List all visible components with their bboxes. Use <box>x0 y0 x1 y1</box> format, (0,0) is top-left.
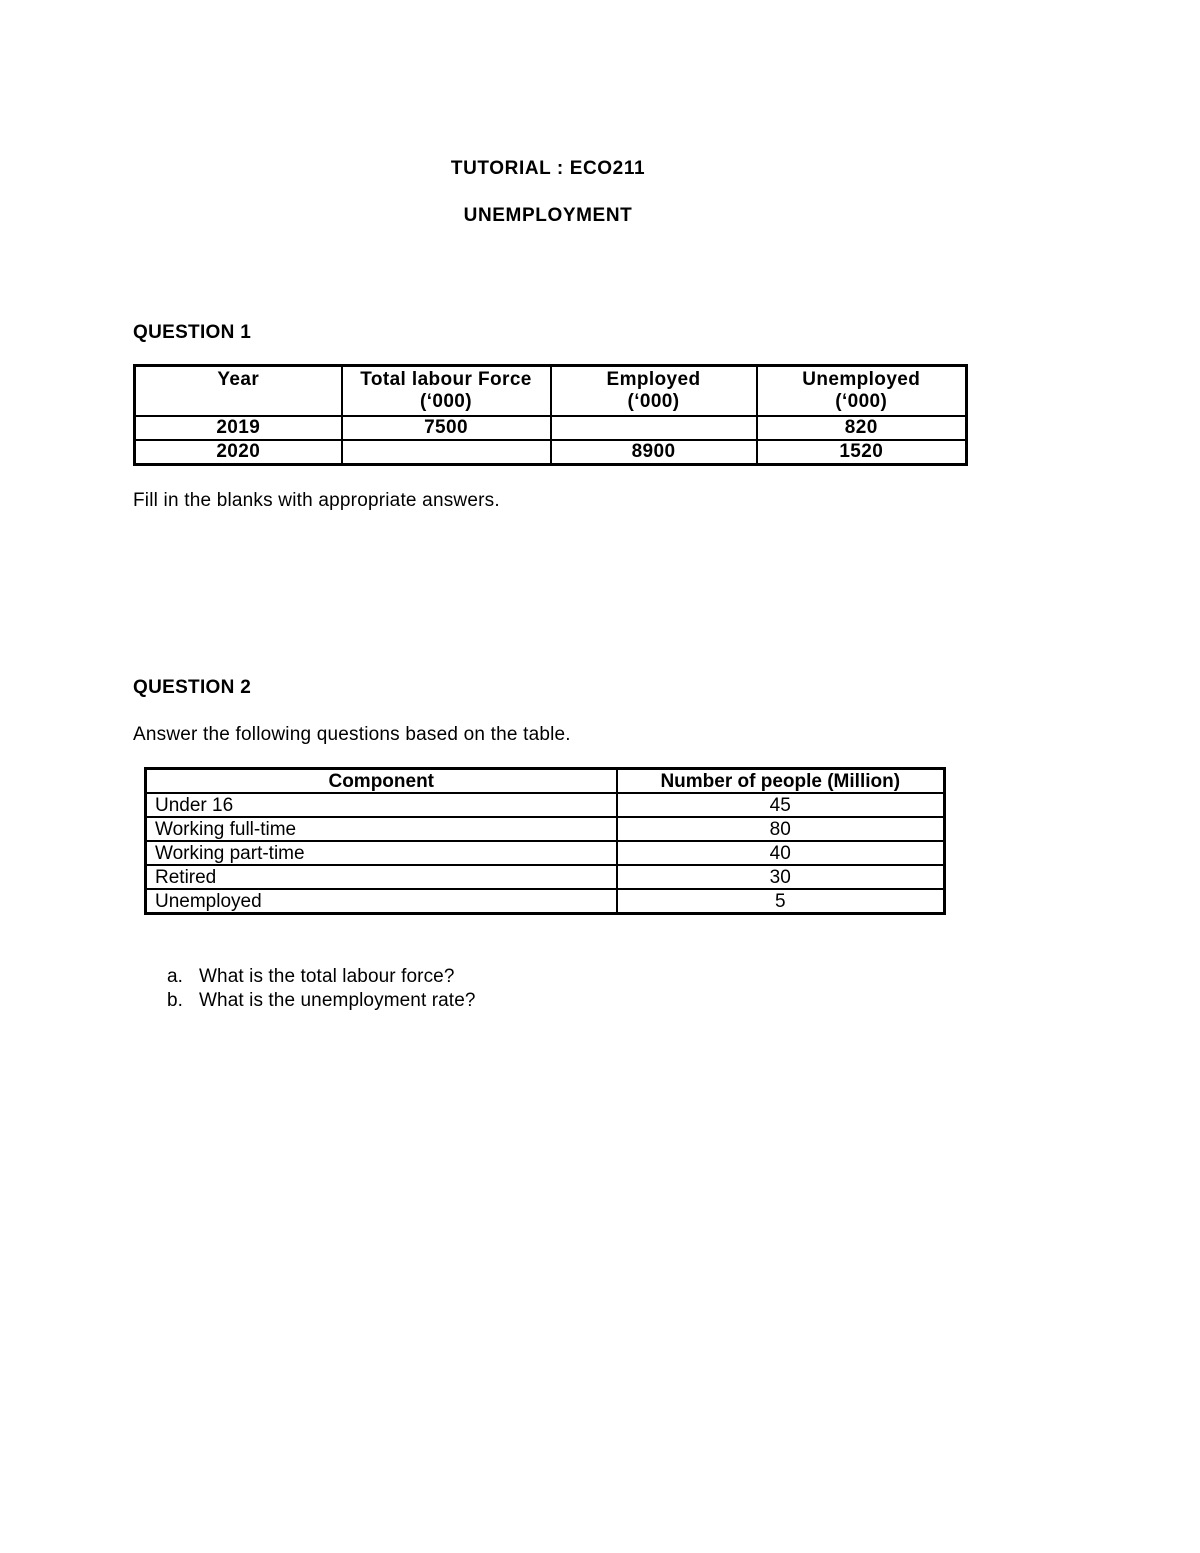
table-cell-value: 80 <box>617 817 945 841</box>
table-cell: 2020 <box>135 440 342 465</box>
item-text: What is the total labour force? <box>199 966 455 987</box>
column-header-line: Unemployed <box>802 369 921 390</box>
question-item-a <box>167 966 455 988</box>
column-header-line: (‘000) <box>419 391 473 412</box>
item-text: What is the unemployment rate? <box>199 990 476 1011</box>
question-2-table <box>144 767 946 915</box>
column-header-line: Year <box>217 369 260 390</box>
column-header-component: Component <box>146 769 617 794</box>
table-cell: 2019 <box>135 416 342 440</box>
table-cell-blank <box>551 416 757 440</box>
table-cell-value: 30 <box>617 865 945 889</box>
table-cell-value: 40 <box>617 841 945 865</box>
item-label: b. <box>167 990 184 1011</box>
table-row <box>146 817 945 841</box>
table-row <box>146 889 945 914</box>
table-header-row <box>146 769 945 794</box>
table-row <box>135 440 967 465</box>
document-subtitle: UNEMPLOYMENT <box>463 205 633 226</box>
table-cell-component: Working full-time <box>146 817 617 841</box>
column-header-line: (‘000) <box>835 391 888 412</box>
column-header-total-labour-force <box>342 366 551 417</box>
table-row <box>135 416 967 440</box>
table-header-row <box>135 366 967 417</box>
question-item-b <box>167 990 476 1012</box>
table-row <box>146 841 945 865</box>
table-row <box>146 865 945 889</box>
column-header-year <box>135 366 342 417</box>
table-cell: 7500 <box>342 416 551 440</box>
table-row <box>146 793 945 817</box>
table-cell-component: Retired <box>146 865 617 889</box>
table-cell-blank <box>342 440 551 465</box>
table-cell: 1520 <box>757 440 967 465</box>
table-cell: 820 <box>757 416 967 440</box>
item-label: a. <box>167 966 184 987</box>
table-cell: 8900 <box>551 440 757 465</box>
column-header-employed <box>551 366 757 417</box>
column-header-number-of-people: Number of people (Million) <box>617 769 945 794</box>
table-cell-component: Under 16 <box>146 793 617 817</box>
question-1-heading: QUESTION 1 <box>133 322 252 343</box>
document-title: TUTORIAL : ECO211 <box>450 158 646 179</box>
question-1-instruction: Fill in the blanks with appropriate answers. <box>133 490 500 511</box>
question-2-instruction: Answer the following questions based on the table. <box>133 724 571 745</box>
column-header-line: Employed <box>606 369 701 390</box>
column-header-line: (‘000) <box>627 391 680 412</box>
column-header-unemployed <box>757 366 967 417</box>
question-1-table <box>133 364 968 466</box>
table-cell-component: Unemployed <box>146 889 617 914</box>
question-2-heading: QUESTION 2 <box>133 677 252 698</box>
column-header-line: Total labour Force <box>360 369 532 390</box>
table-cell-component: Working part-time <box>146 841 617 865</box>
table-cell-value: 45 <box>617 793 945 817</box>
table-cell-value: 5 <box>617 889 945 914</box>
